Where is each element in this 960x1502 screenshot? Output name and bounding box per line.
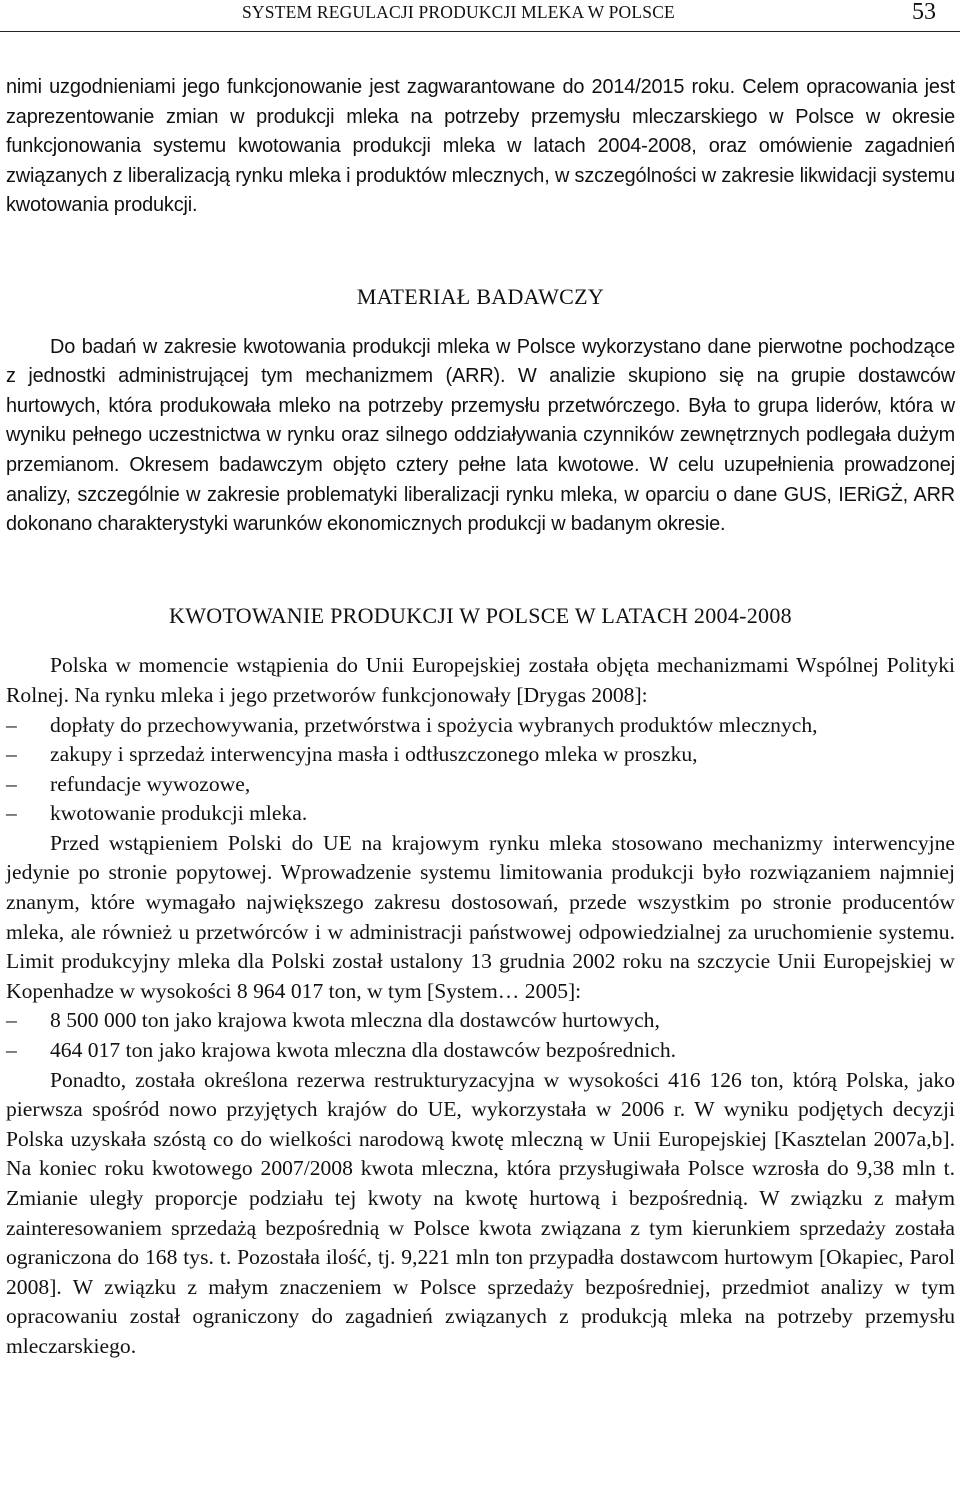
header-rule	[0, 31, 960, 32]
list-item: – kwotowanie produkcji mleka.	[6, 799, 955, 829]
list-item: – 8 500 000 ton jako krajowa kwota mleczna dla dostawców hurtowych,	[6, 1006, 955, 1036]
list-item: – zakupy i sprzedaż interwencyjna masła i odtłuszczonego mleka w proszku,	[6, 740, 955, 770]
page-number: 53	[912, 0, 936, 25]
dash-bullet: –	[6, 1038, 17, 1063]
material-paragraph: Do badań w zakresie kwotowania produkcji mleka w Polsce wykorzystano dane pierwotne pochodzące z jednostki administrującej tym mechanizmem (ARR). W analizie skupiono się na grupie dostawców hurtowych, która produkowała mleko na potrzeby przemysłu przetwórczego. Była to grupa liderów, która w wyniku pełnego uczestnictwa w rynku oraz silnego oddziaływania czynników zewnętrznych podlegała dużym przemianom. Okresem badawczym objęto cztery pełne lata kwotowe. W celu uzupełnienia prowadzonej analizy, szczególnie w zakresie problematyki liberalizacji rynku mleka, w oparciu o dane GUS, IERiGŻ, ARR dokonano charakterystyki warunków ekonomicznych produkcji w badanym okresie.	[6, 335, 955, 536]
section-heading-quota: KWOTOWANIE PRODUKCJI W POLSCE W LATACH 2004-2008	[169, 602, 792, 628]
running-header	[0, 0, 960, 34]
dash-bullet: –	[6, 1008, 17, 1033]
dash-bullet: –	[6, 742, 17, 767]
dash-bullet: –	[6, 801, 17, 826]
dash-bullet: –	[6, 712, 17, 737]
intro-paragraph: nimi uzgodnieniami jego funkcjonowanie jest zagwarantowane do 2014/2015 roku. Celem opracowania jest zaprezentowanie zmian w produkcji mleka na potrzeby przemysłu mleczarskiego w Polsce w okresie funkcjonowania systemu kwotowania produkcji mleka w latach 2004-2008, oraz omówienie zagadnień związanych z liberalizacją rynku mleka i produktów mlecznych, w szczególności w zakresie likwidacji systemu kwotowania produkcji.	[6, 76, 955, 217]
page-body	[6, 73, 955, 1362]
quota-paragraph-3: Ponadto, została określona rezerwa restrukturyzacyjna w wysokości 416 126 ton, którą Polska, jako pierwsza spośród nowo przyjętych krajów do UE, wykorzystała w 2006 r. W wyniku podjętych decyzji Polska uzyskała szóstą co do wielkości narodową kwotę mleczną w Unii Europejskiej [Kasztelan 2007a,b]. Na koniec roku kwotowego 2007/2008 kwota mleczna, która przysługiwała Polsce wzrosła do 9,38 mln t. Zmianie uległy proporcje podziału tej kwoty na kwotę hurtową i bezpośrednią. W związku z małym zainteresowaniem sprzedażą bezpośrednią w Polsce kwota związana z tym kierunkiem sprzedaży została ograniczona do 168 tys. t. Pozostała ilość, tj. 9,221 mln ton przypadła dostawcom hurtowym [Okapiec, Parol 2008]. W związku z małym znaczeniem w Polsce sprzedaży bezpośredniej, przedmiot analizy w tym opracowaniu został ograniczony do zagadnień związanych z produkcją mleka na potrzeby przemysłu mleczarskiego.	[6, 1067, 955, 1358]
quota-paragraph-2: Przed wstąpieniem Polski do UE na krajowym rynku mleka stosowano mechanizmy interwencyjne jedynie po stronie popytowej. Wprowadzenie systemu limitowania produkcji było rozwiązaniem najmniej znanym, które wymagało największego zakresu dostosowań, przede wszystkim po stronie producentów mleka, ale również u przetwórców i w administracji państwowej odpowiedzialnej za uruchomienie systemu. Limit produkcyjny mleka dla Polski został ustalony 13 grudnia 2002 roku na szczycie Unii Europejskiej w Kopenhadze w wysokości 8 964 017 ton, w tym [System… 2005]:	[6, 830, 955, 1003]
list-item: – refundacje wywozowe,	[6, 770, 955, 800]
mechanisms-list	[6, 711, 955, 829]
list-item: – 464 017 ton jako krajowa kwota mleczna dla dostawców bezpośrednich.	[6, 1036, 955, 1066]
quota-paragraph-1: Polska w momencie wstąpienia do Unii Europejskiej została objęta mechanizmami Wspólnej Polityki Rolnej. Na rynku mleka i jego przetworów funkcjonowały [Drygas 2008]:	[6, 653, 955, 707]
dash-bullet: –	[6, 771, 17, 796]
section-heading-material: MATERIAŁ BADAWCZY	[356, 283, 605, 309]
quota-split-list	[6, 1006, 955, 1065]
running-head-title: SYSTEM REGULACJI PRODUKCJI MLEKA W POLSCE	[242, 2, 675, 22]
list-item: – dopłaty do przechowywania, przetwórstwa i spożycia wybranych produktów mlecznych,	[6, 711, 955, 741]
